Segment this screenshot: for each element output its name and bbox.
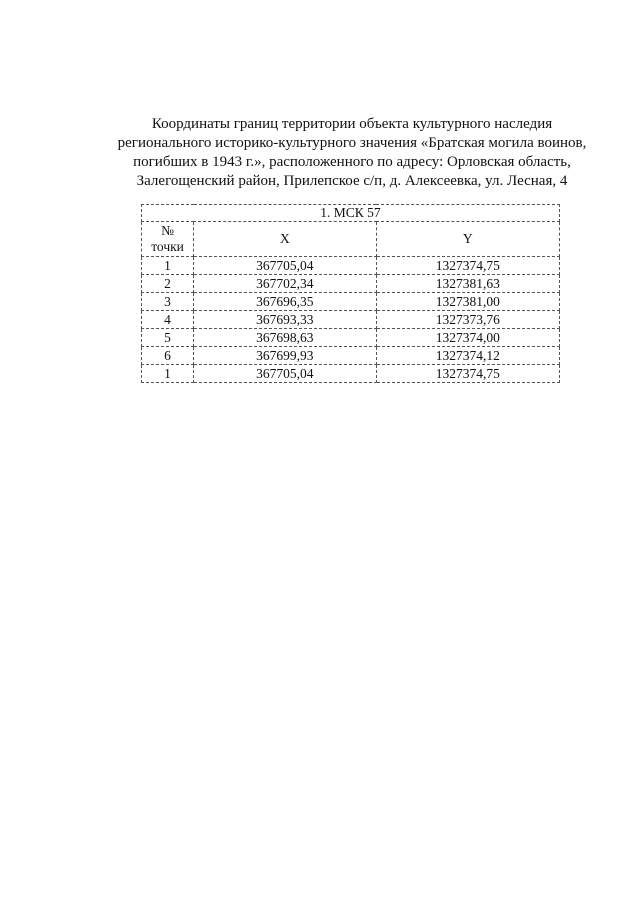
- heading-line: регионального историко-культурного значения «Братская могила воинов,: [117, 135, 587, 151]
- point-number-cell: 3: [142, 293, 194, 311]
- table-row: [142, 329, 560, 347]
- header-row: [142, 222, 560, 257]
- y-value-cell: 1327374,12: [376, 347, 559, 365]
- table-row: [142, 347, 560, 365]
- x-value-cell: 367699,93: [194, 347, 376, 365]
- x-value-cell: 367696,35: [194, 293, 376, 311]
- x-value-cell: 367705,04: [194, 257, 376, 275]
- y-value-cell: 1327374,00: [376, 329, 559, 347]
- table-row: [142, 365, 560, 383]
- coordinates-table: [141, 204, 560, 383]
- heading-line: Залегощенский район, Прилепское с/п, д. Алексеевка, ул. Лесная, 4: [136, 173, 568, 189]
- point-number-cell: 5: [142, 329, 194, 347]
- system-row: [142, 205, 560, 222]
- point-number-cell: 2: [142, 275, 194, 293]
- table-row: [142, 257, 560, 275]
- table-row: [142, 275, 560, 293]
- point-number-cell: 1: [142, 365, 194, 383]
- x-value-cell: 367702,34: [194, 275, 376, 293]
- point-number-header-line1: №: [161, 223, 174, 238]
- table-row: [142, 293, 560, 311]
- x-value-cell: 367698,63: [194, 329, 376, 347]
- y-value-cell: 1327373,76: [376, 311, 559, 329]
- point-number-header: [142, 222, 194, 257]
- x-value-cell: 367693,33: [194, 311, 376, 329]
- x-header: X: [194, 222, 376, 257]
- document-heading: [112, 115, 592, 191]
- x-value-cell: 367705,04: [194, 365, 376, 383]
- y-value-cell: 1327374,75: [376, 365, 559, 383]
- y-value-cell: 1327381,63: [376, 275, 559, 293]
- point-number-header-line2: точки: [151, 239, 184, 254]
- y-value-cell: 1327374,75: [376, 257, 559, 275]
- point-number-cell: 6: [142, 347, 194, 365]
- point-number-cell: 1: [142, 257, 194, 275]
- y-value-cell: 1327381,00: [376, 293, 559, 311]
- y-header: Y: [376, 222, 559, 257]
- point-number-cell: 4: [142, 311, 194, 329]
- table-row: [142, 311, 560, 329]
- coordinate-system-label: 1. МСК 57: [142, 205, 560, 222]
- heading-line: Координаты границ территории объекта культурного наследия: [151, 116, 553, 132]
- heading-line: погибших в 1943 г.», расположенного по адресу: Орловская область,: [133, 154, 571, 170]
